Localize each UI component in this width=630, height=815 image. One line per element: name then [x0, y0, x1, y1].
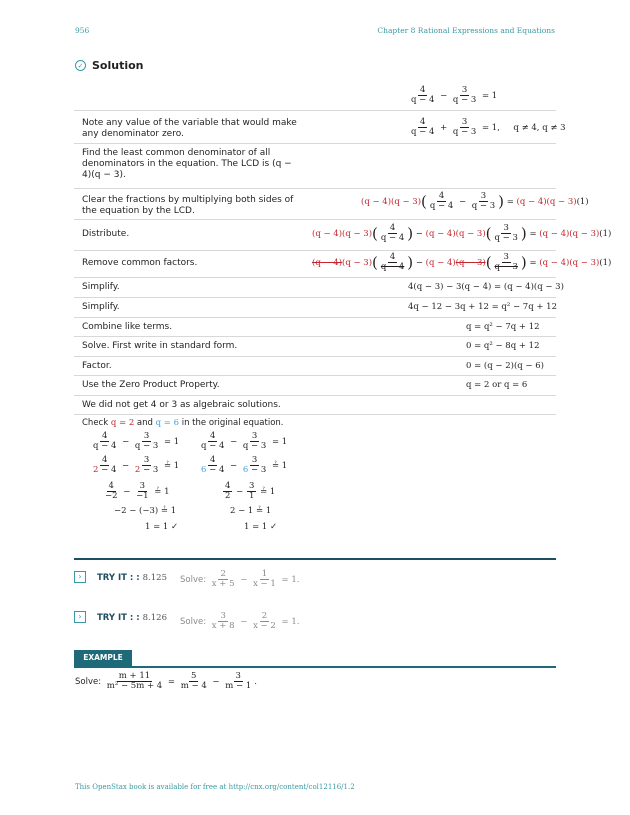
step-math: (q − 4)(q − 3)( $\frac{4}{q - 4}$ ) − (q − 4)(q − 3)( $\frac{3}{q - 3}$ ) = (q − 4)(q − 3)(1) — [312, 252, 612, 272]
divider — [74, 143, 556, 144]
divider — [74, 277, 556, 278]
step-math: $\frac{4}{q - 4}$ + $\frac{3}{q - 3}$ = 1, q ≠ 4, q ≠ 3 — [411, 117, 566, 137]
divider — [74, 219, 556, 220]
example-divider — [74, 666, 556, 668]
step-text: Factor. — [82, 361, 112, 371]
check-instruction: Check q = 2 and q = 6 in the original equation. — [82, 418, 284, 428]
step-math: q = 2 or q = 6 — [466, 380, 528, 390]
step-text: Clear the fractions by multiplying both sides of the equation by the LCD. — [82, 195, 294, 216]
divider — [74, 188, 556, 189]
page-number: 956 — [75, 26, 90, 35]
check-left-line: −2 − (−3) ≟ 1 — [114, 506, 177, 516]
check-left-line: $\frac{4}{-2}$ − $\frac{3}{-1}$ ≟ 1 — [105, 481, 170, 501]
step-math: q = q² − 7q + 12 — [466, 322, 540, 332]
step-math: (q − 4)(q − 3)( $\frac{4}{q - 4}$ − $\frac{3}{q - 3}$ ) = (q − 4)(q − 3)(1) — [361, 191, 589, 211]
check-right-line: $\frac{4}{6 - 4}$ − $\frac{3}{6 - 3}$ ≟ 1 — [201, 455, 288, 475]
divider — [74, 356, 556, 357]
chevron-right-icon[interactable]: › — [74, 611, 86, 623]
step-text: Remove common factors. — [82, 258, 198, 268]
step-math: 4q − 12 − 3q + 12 = q² − 7q + 12 — [408, 302, 557, 312]
step-text: Solve. First write in standard form. — [82, 341, 238, 351]
equation-original: $\frac{4}{q - 4}$ − $\frac{3}{q - 3}$ = 1 — [411, 85, 498, 105]
try-it-problem: Solve: $\frac{3}{x + 8}$ − $\frac{2}{x - 2}$ = 1. — [180, 611, 300, 631]
step-text: Use the Zero Product Property. — [82, 380, 220, 390]
step-math: 4(q − 3) − 3(q − 4) = (q − 4)(q − 3) — [408, 282, 564, 292]
check-right-line: $\frac{4}{2}$ − $\frac{3}{1}$ ≟ 1 — [225, 481, 276, 501]
divider — [74, 395, 556, 396]
step-text: Note any value of the variable that would make any denominator zero. — [82, 118, 297, 139]
step-text: We did not get 4 or 3 as algebraic solutions. — [82, 400, 281, 410]
chapter-title: Chapter 8 Rational Expressions and Equations — [377, 26, 555, 35]
check-left-line: 1 = 1 ✓ — [145, 522, 179, 532]
divider — [74, 110, 556, 111]
divider — [74, 317, 556, 318]
try-it-problem: Solve: $\frac{2}{x + 5}$ − $\frac{1}{x - 1}$ = 1. — [180, 569, 300, 589]
example-problem: Solve: $\frac{m + 11}{\text{m² − 5m + 4}}$ = $\frac{5}{m - 4}$ − $\frac{3}{m - 1}$ . — [75, 671, 257, 691]
step-math: (q − 4)(q − 3)( $\frac{4}{q - 4}$ ) − (q − 4)(q − 3)( $\frac{3}{q - 3}$ ) = (q − 4)(q − 3)(1) — [312, 223, 612, 243]
step-text: Find the least common denominator of all denominators in the equation. The LCD is (q − 4)(q − 3). — [82, 148, 292, 180]
try-it-label: TRY IT : : 8.126 — [97, 613, 167, 623]
solution-heading: Solution — [92, 59, 144, 72]
divider — [74, 375, 556, 376]
checkmark-circle-icon: ✓ — [75, 60, 86, 71]
example-label: EXAMPLE 8.64 — [74, 650, 132, 666]
check-left-line: $\frac{4}{q - 4}$ − $\frac{3}{q - 3}$ = 1 — [93, 431, 180, 451]
section-divider — [74, 558, 556, 560]
step-math: 0 = (q − 2)(q − 6) — [466, 361, 544, 371]
step-text: Simplify. — [82, 282, 120, 292]
step-text: Combine like terms. — [82, 322, 173, 332]
check-left-line: $\frac{4}{2 - 4}$ − $\frac{3}{2 - 3}$ ≟ 1 — [93, 455, 180, 475]
divider — [74, 297, 556, 298]
divider — [74, 414, 556, 415]
try-it-label: TRY IT : : 8.125 — [97, 573, 167, 583]
check-right-line: 2 − 1 ≟ 1 — [230, 506, 272, 516]
step-math: 0 = q² − 8q + 12 — [466, 341, 540, 351]
divider — [74, 250, 556, 251]
divider — [74, 336, 556, 337]
check-right-line: $\frac{4}{q - 4}$ − $\frac{3}{q - 3}$ = 1 — [201, 431, 288, 451]
step-text: Simplify. — [82, 302, 120, 312]
chevron-right-icon[interactable]: › — [74, 571, 86, 583]
step-text: Distribute. — [82, 229, 130, 239]
check-right-line: 1 = 1 ✓ — [244, 522, 278, 532]
footer-text: This OpenStax book is available for free at http://cnx.org/content/col12116/1.2 — [75, 783, 355, 791]
